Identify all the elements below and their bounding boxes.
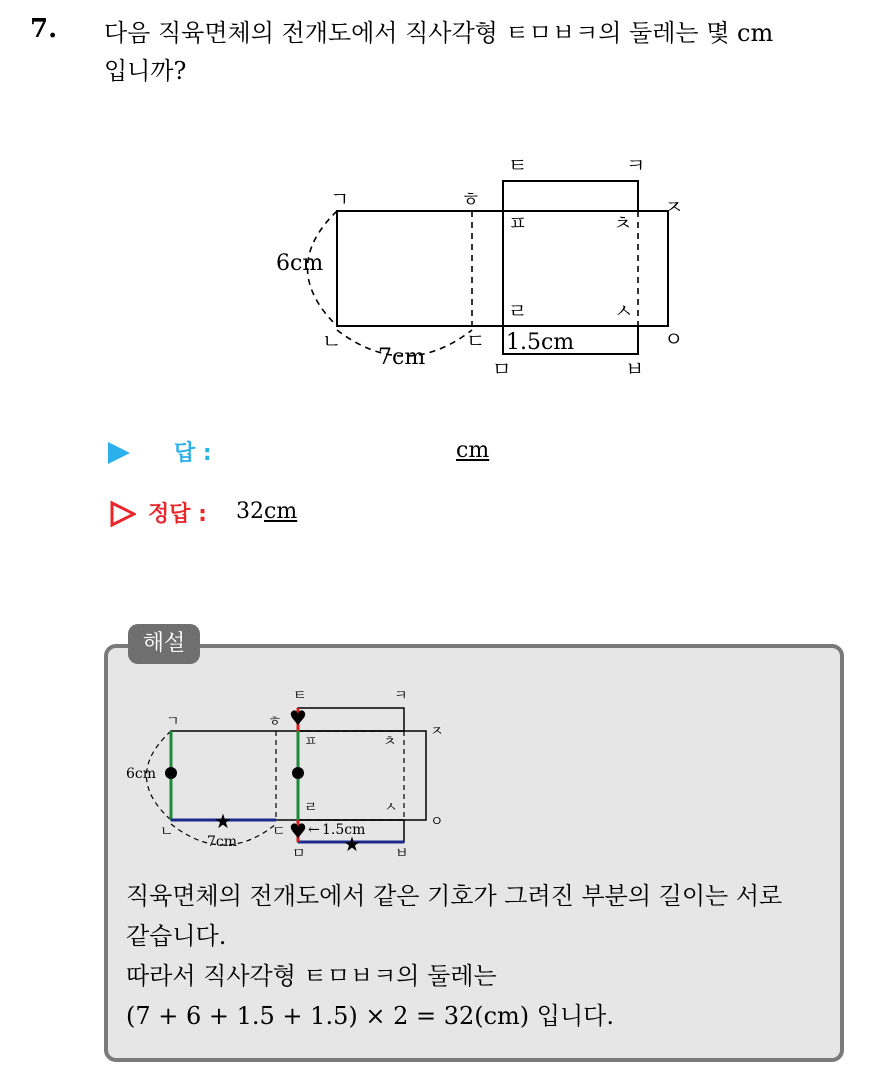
exp-label-s: ㅅ [384,800,398,816]
correct-label: 정답 : [148,502,207,527]
explanation-line-1: 직육면체의 전개도에서 같은 기호가 그려진 부분의 길이는 서로 [126,882,783,910]
label-b: ㅂ [625,357,645,381]
dim-width-label: 7cm [378,345,426,370]
exp-dot-icon-mid [292,767,304,779]
label-s: ㅅ [614,299,634,323]
exp-label-ch: ㅊ [383,734,397,750]
label-h: ㅎ [461,187,481,211]
label-o: ㅇ [664,327,684,351]
exp-label-m: ㅁ [292,846,306,862]
exp-label-t: ㅌ [293,688,307,704]
exp-heart-icon-bottom: ♥ [289,819,307,843]
exp-dot-icon-left [165,767,177,779]
exp-label-d: ㄷ [272,824,286,840]
explanation-line-2: 같습니다. [126,922,227,950]
exp-face-top-flap [298,708,404,731]
exp-star-icon-bottom: ★ [343,832,361,856]
label-k: ㅋ [626,153,646,177]
exp-label-j: ㅈ [430,724,444,740]
label-ch: ㅊ [613,211,633,235]
dim-depth-label: 1.5cm [506,330,575,355]
exp-heart-icon-top: ♥ [289,706,307,730]
exp-dim-depth-label: 1.5cm [322,822,366,838]
explanation-line-4: (7 + 6 + 1.5 + 1.5) × 2 = 32(cm) 입니다. [126,1002,614,1030]
exp-arrow-icon: ← [308,822,320,838]
exp-star-icon-left: ★ [214,809,232,833]
exp-label-p: ㅍ [304,734,318,750]
exp-label-n: ㄴ [160,824,174,840]
exp-face-left [171,731,298,820]
exp-label-o: ㅇ [430,814,444,830]
label-r: ㄹ [508,299,528,323]
exp-label-r: ㄹ [304,800,318,816]
label-m: ㅁ [492,357,512,381]
question-line-2: 입니까? [104,57,187,85]
answer-unit: cm [456,438,490,463]
dim-height-label: 6cm [276,251,324,276]
label-t: ㅌ [508,153,528,177]
label-g: ㄱ [330,187,350,211]
question-number: 7. [30,14,58,44]
correct-number: 32 [236,499,264,524]
exp-dim-width-label: 7cm [207,834,238,850]
explanation-line-3: 따라서 직사각형 ㅌㅁㅂㅋ의 둘레는 [126,962,497,990]
explanation-text [126,876,836,1036]
answer-label: 답 : [174,441,212,466]
exp-label-k: ㅋ [394,688,408,704]
label-n: ㄴ [322,329,342,353]
explanation-tag: 해설 [128,624,200,664]
exp-label-h: ㅎ [268,714,282,730]
label-p: ㅍ [508,211,528,235]
question-line-1: 다음 직육면체의 전개도에서 직사각형 ㅌㅁㅂㅋ의 둘레는 몇 cm [104,19,774,47]
exp-label-g: ㄱ [166,714,180,730]
correct-unit: cm [264,499,298,524]
exp-label-b: ㅂ [395,846,409,862]
label-j: ㅈ [664,195,684,219]
label-d: ㄷ [466,329,486,353]
exp-dim-height-label: 6cm [126,766,157,782]
